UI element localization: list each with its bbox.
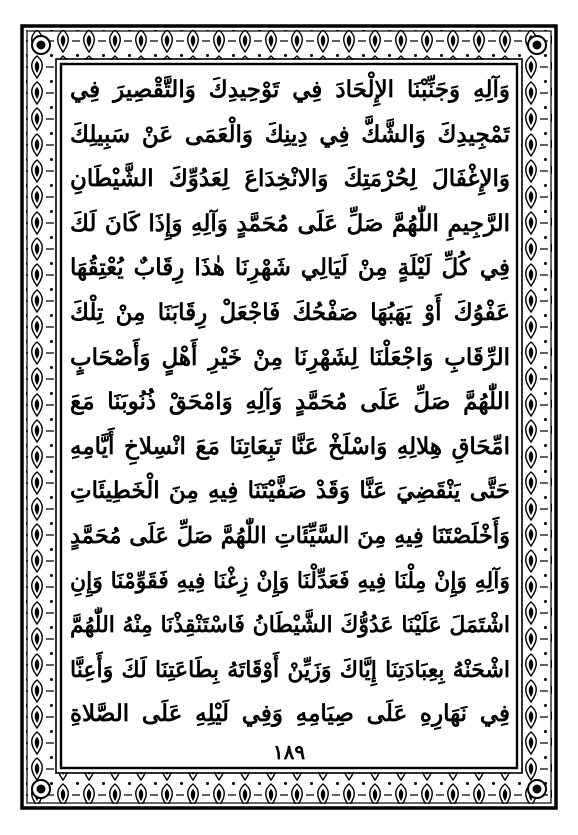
text-line: اللّٰهُمَّ صَلِّ عَلَى مُحَمَّدٍ وَآلِهِ وَامْحَقْ ذُنُوبَنَا مَعَ: [70, 388, 510, 416]
text-line: امِّحَاقِ هِلالِهِ وَاسْلَخْ عَنَّا تَبِعَاتِنَا مَعَ انْسِلاخِ أَيَّامِهِ: [70, 432, 510, 460]
text-line: وَآلِهِ وَجَنِّبْنَا الإِلْحَادَ فِي تَوْحِيدِكَ وَالتَّقْصِيرَ فِي: [70, 76, 510, 103]
text-line: وَأَخْلَصْتَنَا فِيهِ مِنَ السَّيِّئَاتِ اللّٰهُمَّ صَلِّ عَلَى مُحَمَّدٍ: [70, 522, 510, 549]
text-body: [70, 68, 510, 738]
text-line: الرَّجِيمِ اللّٰهُمَّ صَلِّ عَلَى مُحَمَّدٍ وَآلِهِ وَإِذَا كَانَ لَكَ: [70, 209, 510, 237]
text-line: عَفْوُكَ أَوْ يَهَبُهَا صَفْحُكَ فَاجْعَلْ رِقَابَنَا مِنْ تِلْكَ: [70, 298, 510, 326]
text-line: حَتَّى يَنْقَضِيَ عَنَّا وَقَدْ صَفَّيْتَنَا فِيهِ مِنَ الْخَطِيئَاتِ: [70, 477, 510, 505]
text-line: تَمْجِيدِكَ وَالشَّكَّ فِي دِينِكَ وَالْعَمَى عَنْ سَبِيلِكَ: [70, 120, 510, 148]
text-line: وَآلِهِ وَإِنْ مِلْنَا فِيهِ فَعَدِّلْنَا وَإِنْ زِغْنَا فِيهِ فَقَوِّمْنَا وَإِنِ: [70, 567, 510, 594]
page-number: ١٨٩: [272, 740, 306, 764]
text-line: اشْحَنْهُ بِعِبَادَتِنَا إِيَّاكَ وَزَيِّنْ أَوْقَاتَهُ بِطَاعَتِنَا لَكَ وَأَعِنَّا: [70, 656, 510, 683]
text-line: الرِّقَابِ وَاجْعَلْنَا لِشَهْرِنَا مِنْ خَيْرِ أَهْلٍ وَأَصْحَابٍ: [70, 343, 510, 371]
text-line: فِي كُلِّ لَيْلَةٍ مِنْ لَيَالِي شَهْرِنَا هٰذَا رِقَابٌ يُعْتِقُهَا: [70, 254, 510, 282]
text-line: اشْتَمَلَ عَلَيْنَا عَدُوُّكَ الشَّيْطَانُ فَاسْتَنْقِذْنَا مِنْهُ اللّٰهُمَّ: [70, 612, 510, 639]
text-line: وَالإِغْفَالَ لِحُرْمَتِكَ وَالانْخِدَاعَ لِعَدُوِّكَ الشَّيْطَانِ: [70, 165, 510, 193]
text-line: فِي نَهَارِهِ عَلَى صِيَامِهِ وَفِي لَيْلِهِ عَلَى الصَّلاةِ: [70, 700, 510, 728]
